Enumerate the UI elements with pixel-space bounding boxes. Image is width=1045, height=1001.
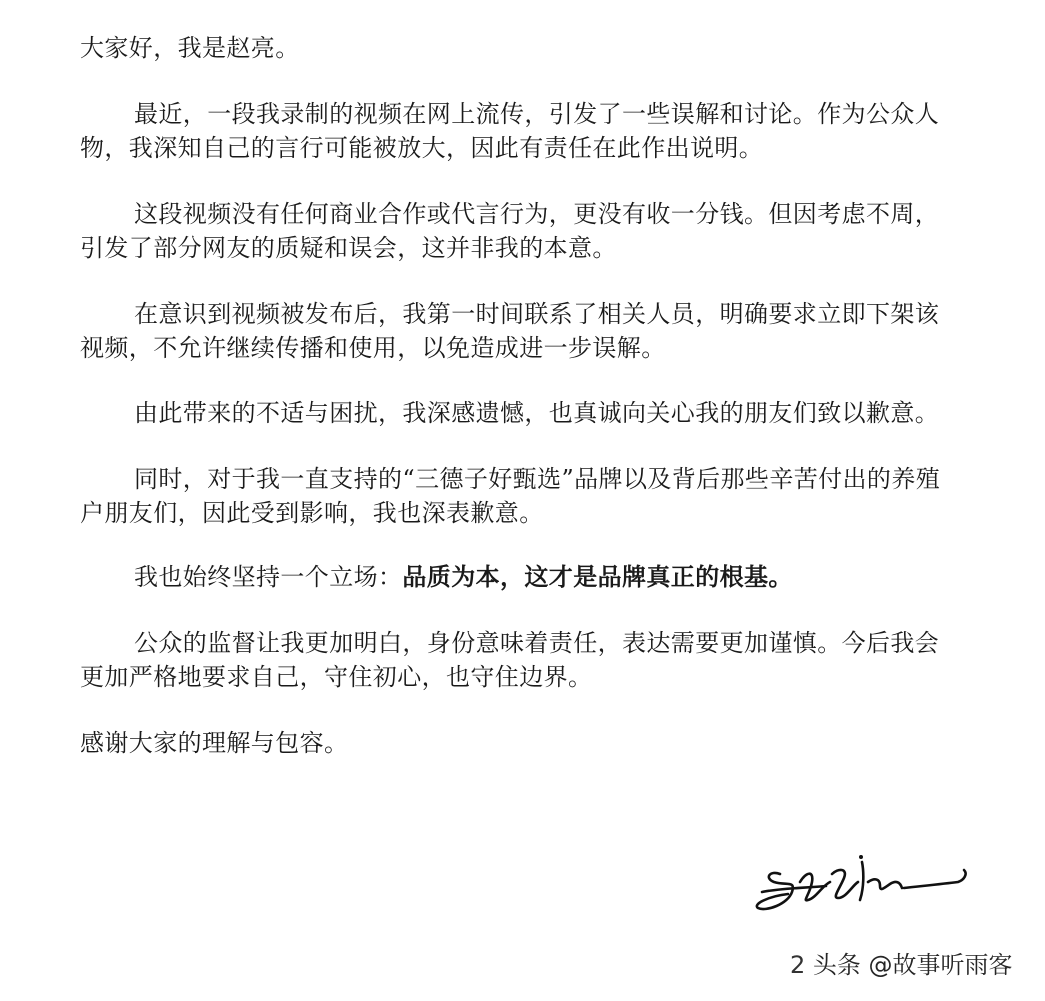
greeting-line: 大家好，我是赵亮。	[80, 34, 300, 62]
paragraph-7-line-1: 公众的监督让我更加明白，身份意味着责任，表达需要更加谨慎。今后我会	[134, 629, 940, 657]
closing-line: 感谢大家的理解与包容。	[80, 729, 349, 757]
paragraph-5-line-1: 同时，对于我一直支持的“三德子好甄选”品牌以及背后那些辛苦付出的养殖	[134, 465, 941, 493]
paragraph-7-line-2: 更加严格地要求自己，守住初心，也守住边界。	[80, 663, 593, 691]
paragraph-2-line-2: 引发了部分网友的质疑和误会，这并非我的本意。	[80, 234, 617, 262]
paragraph-1-line-2: 物，我深知自己的言行可能被放大，因此有责任在此作出说明。	[80, 134, 764, 162]
date-fragment: 2	[790, 951, 806, 979]
paragraph-5-line-2: 户朋友们，因此受到影响，我也深表歉意。	[80, 499, 544, 527]
paragraph-6-line-1	[134, 560, 793, 594]
paragraph-3-line-2: 视频，不允许继续传播和使用，以免造成进一步误解。	[80, 334, 666, 362]
toutiao-watermark: 头条 @故事听雨客	[812, 951, 1013, 979]
paragraph-6-emphasis: 品质为本，这才是品牌真正的根基。	[402, 562, 793, 591]
handwritten-signature	[752, 852, 976, 918]
paragraph-1-line-1: 最近，一段我录制的视频在网上流传，引发了一些误解和讨论。作为公众人	[134, 100, 940, 128]
paragraph-3-line-1: 在意识到视频被发布后，我第一时间联系了相关人员，明确要求立即下架该	[134, 300, 940, 328]
paragraph-2-line-1: 这段视频没有任何商业合作或代言行为，更没有收一分钱。但因考虑不周，	[134, 200, 940, 228]
paragraph-4-line-1: 由此带来的不适与困扰，我深感遗憾，也真诚向关心我的朋友们致以歉意。	[134, 399, 940, 427]
footer-watermark	[790, 948, 1013, 982]
paragraph-6-lead: 我也始终坚持一个立场：	[134, 563, 403, 591]
